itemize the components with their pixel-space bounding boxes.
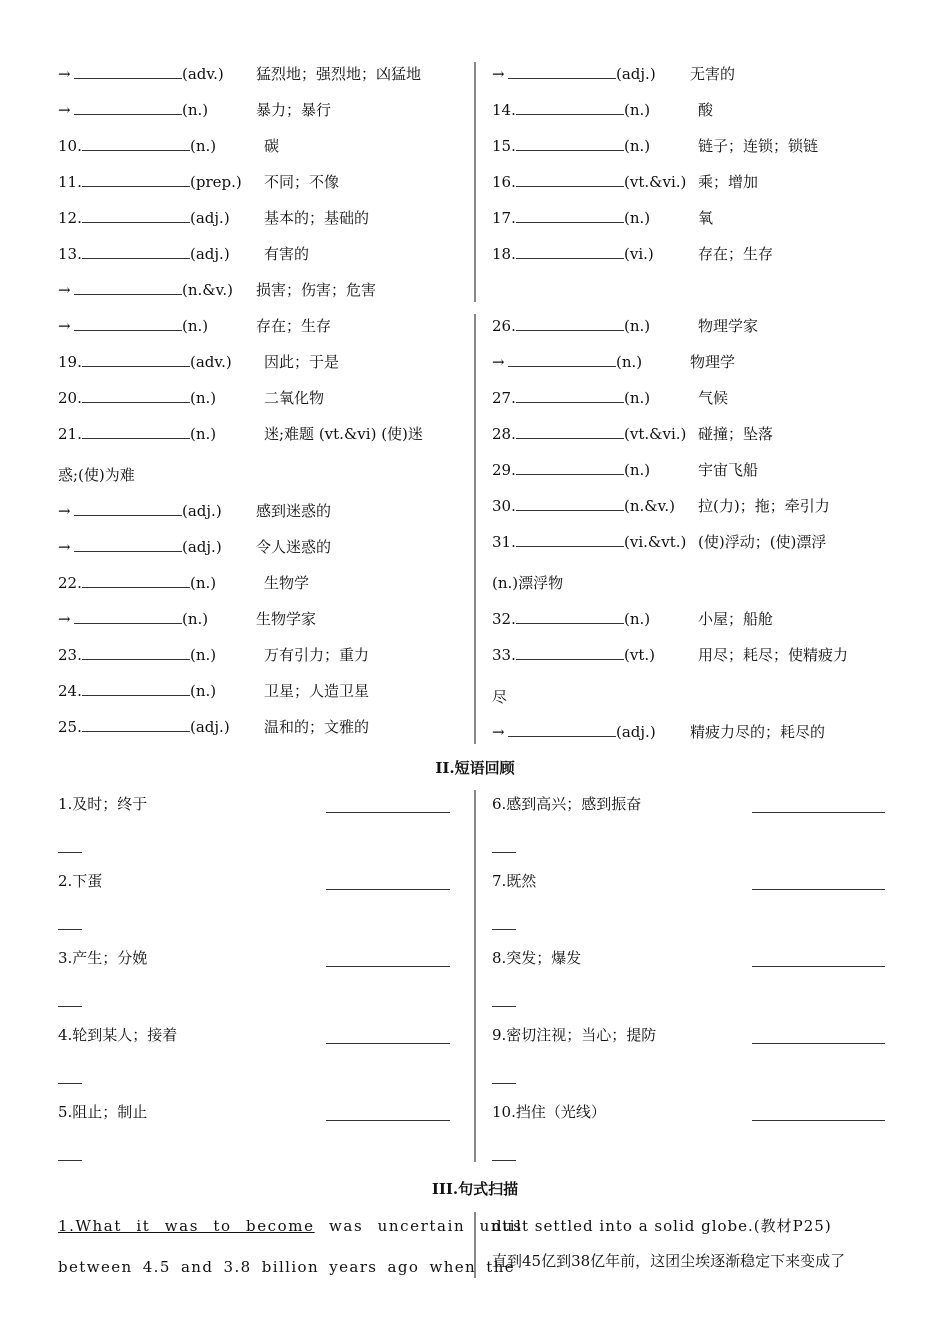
part-of-speech: (n.) xyxy=(624,610,651,628)
vocab-row xyxy=(58,572,309,594)
part-of-speech: (adj.) xyxy=(182,502,222,520)
meaning: 小屋；船舱 xyxy=(698,610,774,628)
item-number: 14. xyxy=(492,101,516,119)
vocab-row xyxy=(492,207,713,229)
phrase-item: 9.密切注视；当心；提防 xyxy=(492,1026,657,1044)
column-divider xyxy=(474,790,476,1162)
part-of-speech: (n.) xyxy=(624,317,651,335)
meaning: 拉(力)；拖；牵引力 xyxy=(698,497,830,515)
vocab-row xyxy=(492,686,507,708)
part-of-speech: (adj.) xyxy=(190,245,230,263)
meaning: 迷;难题 (vt.&vi) (使)迷 xyxy=(264,425,423,443)
answer-blank[interactable] xyxy=(326,888,450,890)
item-number: 21. xyxy=(58,425,82,443)
underlined-phrase: What it was to become xyxy=(75,1217,315,1235)
part-of-speech: (adj.) xyxy=(190,718,230,736)
item-number: 31. xyxy=(492,533,516,551)
sentence-scan-title: III.句式扫描 xyxy=(431,1180,519,1198)
item-number: 18. xyxy=(492,245,516,263)
answer-blank[interactable] xyxy=(326,1119,450,1121)
vocab-row xyxy=(492,351,735,373)
part-of-speech: (vt.) xyxy=(624,646,655,664)
meaning: 不同；不像 xyxy=(264,173,340,191)
vocab-row xyxy=(58,608,316,630)
part-of-speech: (n.) xyxy=(190,574,217,592)
part-of-speech: (n.) xyxy=(624,137,651,155)
part-of-speech: (n.&v.) xyxy=(182,281,233,299)
item-number: 13. xyxy=(58,245,82,263)
meaning: 物理学家 xyxy=(698,317,759,335)
arrow-icon: → xyxy=(58,502,71,520)
meaning: 生物学 xyxy=(264,574,310,592)
answer-blank[interactable] xyxy=(516,387,624,403)
answer-blank[interactable] xyxy=(516,207,624,223)
vocab-row xyxy=(492,644,848,666)
part-of-speech: (n.) xyxy=(190,646,217,664)
answer-blank[interactable] xyxy=(82,644,190,660)
meaning: 基本的；基础的 xyxy=(264,209,370,227)
sentence-text: dust settled into a solid globe.(教材P25) xyxy=(492,1217,832,1235)
item-number: 24. xyxy=(58,682,82,700)
part-of-speech: (n.&v.) xyxy=(624,497,675,515)
answer-blank[interactable] xyxy=(326,811,450,813)
phrase-item: 1.及时；终于 xyxy=(58,795,148,813)
answer-blank[interactable] xyxy=(82,423,190,439)
phrase-item: 7.既然 xyxy=(492,872,537,890)
phrase-item: 6.感到高兴；感到振奋 xyxy=(492,795,642,813)
translation-text: 直到45亿到38亿年前，这团尘埃逐渐稳定下来变成了 xyxy=(492,1252,846,1270)
phrase-item: 10.挡住（光线） xyxy=(492,1103,606,1121)
answer-blank[interactable] xyxy=(82,243,190,259)
meaning: 万有引力；重力 xyxy=(264,646,370,664)
meaning: 物理学 xyxy=(690,353,736,371)
meaning: 无害的 xyxy=(690,65,736,83)
answer-blank[interactable] xyxy=(516,459,624,475)
vocab-row xyxy=(492,459,758,481)
part-of-speech: (n.) xyxy=(182,101,209,119)
vocab-row xyxy=(58,207,369,229)
arrow-icon: → xyxy=(58,610,71,628)
meaning: 生物学家 xyxy=(256,610,317,628)
sentence-line xyxy=(58,1215,523,1237)
meaning: 存在；生存 xyxy=(256,317,332,335)
vocab-row xyxy=(58,171,339,193)
item-number: 30. xyxy=(492,497,516,515)
item-number: 20. xyxy=(58,389,82,407)
answer-blank-continuation[interactable] xyxy=(492,1005,516,1007)
answer-blank-continuation[interactable] xyxy=(492,851,516,853)
vocab-row xyxy=(58,716,369,738)
phrase-item: 3.产生；分娩 xyxy=(58,949,148,967)
answer-blank[interactable] xyxy=(74,315,182,331)
arrow-icon: → xyxy=(58,281,71,299)
answer-blank-continuation[interactable] xyxy=(58,1159,82,1161)
meaning: (n.)漂浮物 xyxy=(492,574,564,592)
vocab-row xyxy=(492,243,773,265)
answer-blank[interactable] xyxy=(516,243,624,259)
answer-blank[interactable] xyxy=(508,351,616,367)
item-number: 10. xyxy=(58,137,82,155)
part-of-speech: (adv.) xyxy=(190,353,232,371)
answer-blank[interactable] xyxy=(82,387,190,403)
answer-blank[interactable] xyxy=(752,1119,885,1121)
item-number: 19. xyxy=(58,353,82,371)
part-of-speech: (n.) xyxy=(624,461,651,479)
vocab-row xyxy=(492,721,825,743)
part-of-speech: (adv.) xyxy=(182,65,224,83)
meaning: 酸 xyxy=(698,101,714,119)
answer-blank[interactable] xyxy=(752,965,885,967)
meaning: 二氧化物 xyxy=(264,389,325,407)
meaning: 感到迷惑的 xyxy=(256,502,332,520)
vocab-row xyxy=(58,315,331,337)
meaning: 碳 xyxy=(264,137,280,155)
answer-blank[interactable] xyxy=(508,63,616,79)
part-of-speech: (n.) xyxy=(182,610,209,628)
answer-blank[interactable] xyxy=(82,207,190,223)
part-of-speech: (vi.&vt.) xyxy=(624,533,687,551)
vocab-row xyxy=(492,63,735,85)
item-number: 28. xyxy=(492,425,516,443)
item-number: 29. xyxy=(492,461,516,479)
sentence-text: between 4.5 and 3.8 billion years ago when the xyxy=(58,1258,516,1276)
meaning: 尽 xyxy=(492,688,508,706)
meaning: 惑;(使)为难 xyxy=(58,466,135,484)
arrow-icon: → xyxy=(492,65,505,83)
vocab-row xyxy=(58,500,331,522)
answer-blank[interactable] xyxy=(516,135,624,151)
column-divider xyxy=(474,314,476,744)
vocab-row xyxy=(58,351,339,373)
answer-blank[interactable] xyxy=(752,888,885,890)
meaning: 精疲力尽的；耗尽的 xyxy=(690,723,826,741)
item-number: 12. xyxy=(58,209,82,227)
meaning: 令人迷惑的 xyxy=(256,538,332,556)
answer-blank[interactable] xyxy=(82,716,190,732)
item-number: 15. xyxy=(492,137,516,155)
answer-blank-continuation[interactable] xyxy=(58,1005,82,1007)
answer-blank[interactable] xyxy=(74,99,182,115)
sentence-line xyxy=(58,1256,515,1278)
part-of-speech: (n.) xyxy=(624,209,651,227)
meaning: 宇宙飞船 xyxy=(698,461,759,479)
answer-blank[interactable] xyxy=(326,1042,450,1044)
meaning: 用尽；耗尽；使精疲力 xyxy=(698,646,849,664)
vocab-row xyxy=(58,536,331,558)
item-number: 33. xyxy=(492,646,516,664)
phrase-review-title: II.短语回顾 xyxy=(435,759,515,777)
meaning: 暴力；暴行 xyxy=(256,101,332,119)
part-of-speech: (n.) xyxy=(190,682,217,700)
answer-blank[interactable] xyxy=(74,608,182,624)
answer-blank-continuation[interactable] xyxy=(58,928,82,930)
column-divider xyxy=(474,62,476,302)
vocab-row xyxy=(492,387,728,409)
vocab-row xyxy=(58,423,423,445)
part-of-speech: (adj.) xyxy=(190,209,230,227)
answer-blank[interactable] xyxy=(74,536,182,552)
vocab-row xyxy=(58,63,421,85)
vocab-row xyxy=(58,644,369,666)
vocab-row xyxy=(492,315,758,337)
vocab-row xyxy=(58,99,331,121)
answer-blank[interactable] xyxy=(516,423,624,439)
answer-blank[interactable] xyxy=(752,1042,885,1044)
part-of-speech: (prep.) xyxy=(190,173,242,191)
part-of-speech: (adj.) xyxy=(182,538,222,556)
answer-blank[interactable] xyxy=(516,531,624,547)
vocab-row xyxy=(58,680,369,702)
vocab-row xyxy=(58,387,324,409)
phrase-item: 8.突发；爆发 xyxy=(492,949,582,967)
item-number: 22. xyxy=(58,574,82,592)
vocab-row xyxy=(58,279,376,301)
meaning: 损害；伤害；危害 xyxy=(256,281,377,299)
vocab-row xyxy=(492,495,830,517)
vocab-row xyxy=(492,608,773,630)
answer-blank[interactable] xyxy=(508,721,616,737)
answer-blank[interactable] xyxy=(82,171,190,187)
answer-blank-continuation[interactable] xyxy=(492,1159,516,1161)
answer-blank[interactable] xyxy=(74,63,182,79)
sentence-line xyxy=(492,1215,832,1237)
item-number: 27. xyxy=(492,389,516,407)
answer-blank-continuation[interactable] xyxy=(492,928,516,930)
answer-blank-continuation[interactable] xyxy=(492,1082,516,1084)
meaning: 碰撞；坠落 xyxy=(698,425,774,443)
part-of-speech: (adj.) xyxy=(616,65,656,83)
part-of-speech: (n.) xyxy=(190,137,217,155)
answer-blank[interactable] xyxy=(74,279,182,295)
answer-blank[interactable] xyxy=(516,171,624,187)
meaning: 因此；于是 xyxy=(264,353,340,371)
meaning: 氧 xyxy=(698,209,714,227)
answer-blank[interactable] xyxy=(82,572,190,588)
arrow-icon: → xyxy=(492,723,505,741)
part-of-speech: (vi.) xyxy=(624,245,654,263)
meaning: 有害的 xyxy=(264,245,310,263)
phrase-item: 5.阻止；制止 xyxy=(58,1103,148,1121)
meaning: 猛烈地；强烈地；凶猛地 xyxy=(256,65,422,83)
meaning: 卫星；人造卫星 xyxy=(264,682,370,700)
vocab-row xyxy=(492,423,773,445)
answer-blank[interactable] xyxy=(516,608,624,624)
part-of-speech: (n.) xyxy=(624,101,651,119)
part-of-speech: (n.) xyxy=(624,389,651,407)
vocab-row xyxy=(492,171,758,193)
item-number: 23. xyxy=(58,646,82,664)
item-number: 16. xyxy=(492,173,516,191)
phrase-item: 4.轮到某人；接着 xyxy=(58,1026,178,1044)
answer-blank[interactable] xyxy=(82,680,190,696)
answer-blank[interactable] xyxy=(326,965,450,967)
part-of-speech: (n.) xyxy=(616,353,643,371)
meaning: 链子；连锁；锁链 xyxy=(698,137,819,155)
part-of-speech: (vt.&vi.) xyxy=(624,425,687,443)
vocab-row xyxy=(492,531,826,553)
sentence-text: was uncertain until xyxy=(314,1217,523,1235)
vocab-row xyxy=(492,135,818,157)
item-number: 26. xyxy=(492,317,516,335)
answer-blank[interactable] xyxy=(516,495,624,511)
answer-blank[interactable] xyxy=(516,99,624,115)
arrow-icon: → xyxy=(58,65,71,83)
answer-blank[interactable] xyxy=(82,351,190,367)
part-of-speech: (n.) xyxy=(182,317,209,335)
vocab-row xyxy=(492,572,563,594)
answer-blank-continuation[interactable] xyxy=(58,851,82,853)
phrase-item: 2.下蛋 xyxy=(58,872,103,890)
meaning: 温和的；文雅的 xyxy=(264,718,370,736)
part-of-speech: (adj.) xyxy=(616,723,656,741)
answer-blank[interactable] xyxy=(752,811,885,813)
answer-blank[interactable] xyxy=(82,135,190,151)
answer-blank[interactable] xyxy=(516,644,624,660)
vocab-row xyxy=(58,464,135,486)
arrow-icon: → xyxy=(58,538,71,556)
sentence-number: 1. xyxy=(58,1217,76,1235)
vocab-row xyxy=(58,135,279,157)
answer-blank[interactable] xyxy=(516,315,624,331)
meaning: 气候 xyxy=(698,389,729,407)
meaning: 存在；生存 xyxy=(698,245,774,263)
answer-blank[interactable] xyxy=(74,500,182,516)
arrow-icon: → xyxy=(58,317,71,335)
part-of-speech: (n.) xyxy=(190,389,217,407)
translation-line xyxy=(492,1250,845,1272)
answer-blank-continuation[interactable] xyxy=(58,1082,82,1084)
meaning: 乘；增加 xyxy=(698,173,759,191)
meaning: (使)浮动；(使)漂浮 xyxy=(698,533,827,551)
item-number: 11. xyxy=(58,173,82,191)
item-number: 32. xyxy=(492,610,516,628)
item-number: 17. xyxy=(492,209,516,227)
part-of-speech: (vt.&vi.) xyxy=(624,173,687,191)
part-of-speech: (n.) xyxy=(190,425,217,443)
item-number: 25. xyxy=(58,718,82,736)
arrow-icon: → xyxy=(492,353,505,371)
vocab-row xyxy=(492,99,713,121)
vocab-row xyxy=(58,243,309,265)
arrow-icon: → xyxy=(58,101,71,119)
